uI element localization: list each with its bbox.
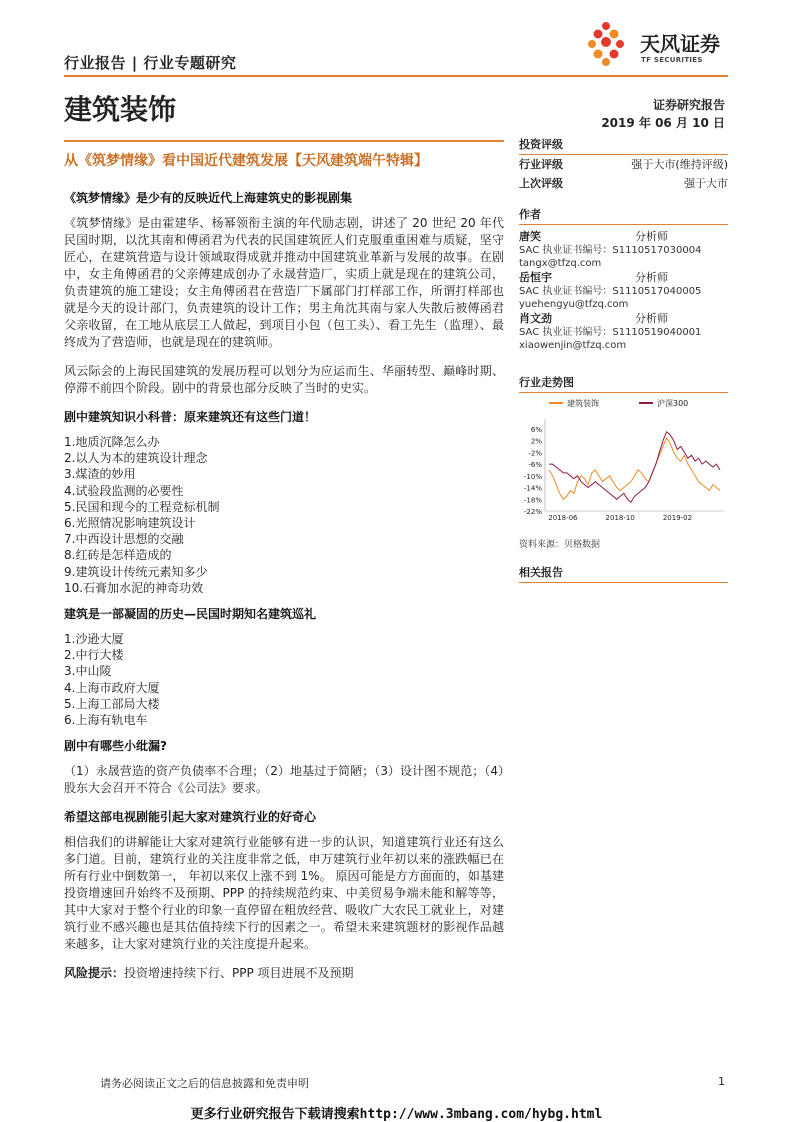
author-role: 分析师 (635, 312, 668, 325)
author-entry (519, 311, 728, 352)
paragraph: 相信我们的讲解能让大家对建筑行业能够有进一步的认识，知道建筑行业还有这么多门道。目前，建筑行业的关注度非常之低，申万建筑行业年初以来的涨跌幅已在所有行业中倒数第一， 年初以来仅上涨不到 1%。 原因可能是方方面面的，如基建投资增速回升始终不及预期、PPP 的持续规范约束、中美贸易争端未能和解等等，其中大家对于整个行业的印象一直停留在粗放经营、吸收广大农民工就业上，对建筑行业不感兴趣也是其估值持续下行的因素之一。希望未来建筑题材的影视作品越来越多，让大家对建筑行业的关注度提升起来。 (64, 835, 504, 952)
logo-mark-icon (588, 22, 624, 66)
section-heading: 《筑梦情缘》是少有的反映近代上海建筑史的影视剧集 (64, 191, 353, 205)
list-item: 5.民国和现今的工程竞标机制 (64, 499, 220, 514)
author-cert: SAC 执业证书编号：S1110517030004 (519, 245, 702, 256)
list-item: 3.煤渣的妙用 (64, 467, 136, 482)
author-email: yuehengyu@tfzq.com (519, 299, 629, 310)
author-heading: 作者 (519, 206, 728, 225)
last-rating-value: 强于大市 (684, 177, 728, 190)
building-list (64, 631, 504, 728)
y-tick-label: 2% (530, 437, 542, 446)
list-item: 6.光照情况影响建筑设计 (64, 516, 196, 531)
section-heading: 剧中建筑知识小科普：原来建筑还有这些门道！ (64, 410, 317, 424)
report-subtitle: 从《筑梦情缘》看中国近代建筑发展【天风建筑端午特辑】 (64, 153, 428, 169)
paragraph: 《筑梦情缘》是由霍建华、杨幂领衔主演的年代励志剧，讲述了 20 世纪 20 年代民国时期，以沈其南和傅函君为代表的民国建筑匠人们克服重重困难与质疑，坚守匠心，在建筑营造与设计领域取得成就并推动中国建筑业革新与发展的故事。在剧中，女主角傅函君的父亲傅建成创办了永晟营造厂，实质上就是现在的建筑公司，负责建筑的施工建设；女主角傅函君在营造厂下属部门打样部工作，所谓打样部也就是今天的设计部门，负责建筑的设计工作；男主角沈其南与家人失散后被傅函君父亲收留，在工地从底层工人做起，到项目小包（包工头）、看工先生（监理）、最终成为了营造师，也就是现在的建筑师。 (64, 216, 504, 349)
related-block (519, 564, 728, 583)
page-number: 1 (718, 1075, 725, 1088)
section-heading: 剧中有哪些小纰漏? (64, 739, 167, 754)
report-type: 证券研究报告 (652, 98, 725, 112)
report-date: 2019 年 06 月 10 日 (601, 116, 725, 130)
x-tick-label: 2019-02 (662, 514, 693, 522)
y-tick-label: 6% (530, 425, 542, 434)
rating-block (519, 136, 728, 193)
logo-text-cn: 天风证券 (640, 32, 720, 56)
trend-block (519, 374, 728, 393)
y-tick-label: -2% (528, 449, 542, 458)
related-heading: 相关报告 (519, 564, 728, 583)
chart-source: 资料来源：贝格数据 (519, 540, 601, 550)
series-line (549, 438, 720, 500)
last-rating-key: 上次评级 (519, 177, 563, 190)
rating-heading: 投资评级 (519, 136, 728, 155)
x-tick-label: 2018-06 (548, 514, 578, 522)
author-email: tangx@tfzq.com (519, 258, 602, 269)
download-link[interactable]: 更多行业研究报告下载请搜索http://www.3mbang.com/hybg.html (190, 1107, 603, 1122)
subtitle-divider (64, 140, 504, 142)
list-item: 2.以人为本的建筑设计理念 (64, 451, 208, 466)
y-tick-label: -18% (523, 496, 542, 505)
risk-text: 投资增速持续下行、PPP 项目进展不及预期 (124, 966, 354, 981)
list-item: 5.上海工部局大楼 (64, 696, 160, 711)
paragraph: （1）永晟营造的资产负债率不合理；（2）地基过于简陋；（3）设计图不规范；（4）股东大会召开不符合《公司法》要求。 (64, 764, 504, 796)
industry-rating-key: 行业评级 (519, 158, 563, 171)
header-divider (64, 75, 728, 77)
list-item: 2.中行大楼 (64, 648, 124, 663)
list-item: 4.试验段监测的必要性 (64, 483, 184, 498)
author-email: xiaowenjin@tfzq.com (519, 340, 627, 351)
author-role: 分析师 (635, 271, 668, 284)
section-heading: 希望这部电视剧能引起大家对建筑行业的好奇心 (64, 810, 317, 825)
legend-label: 建筑装饰 (567, 399, 599, 408)
risk-warning (64, 965, 504, 982)
y-tick-label: -22% (523, 508, 542, 516)
industry-rating-row (519, 155, 728, 174)
author-role: 分析师 (635, 230, 668, 243)
legend-label: 沪深300 (657, 399, 689, 408)
author-cert: SAC 执业证书编号：S1110517040005 (519, 286, 702, 297)
author-block (519, 206, 728, 352)
y-tick-label: -6% (528, 461, 542, 470)
list-item: 7.中西设计思想的交融 (64, 532, 184, 547)
list-item: 1.沙逊大厦 (64, 632, 124, 647)
logo-text-en: TF SECURITIES (641, 56, 703, 64)
trend-heading: 行业走势图 (519, 374, 728, 393)
x-tick-label: 2018-10 (605, 514, 635, 522)
author-entry (519, 229, 728, 270)
list-item: 3.中山陵 (64, 664, 112, 679)
list-item: 8.红砖是怎样造成的 (64, 548, 172, 563)
list-item: 4.上海市政府大厦 (64, 680, 160, 695)
author-cert: SAC 执业证书编号：S1110519040001 (519, 327, 702, 338)
y-tick-label: -14% (523, 484, 542, 493)
disclaimer-note: 请务必阅读正文之后的信息披露和免责申明 (100, 1077, 309, 1090)
list-item: 6.上海有轨电车 (64, 713, 148, 728)
section-heading: 建筑是一部凝固的历史—民国时期知名建筑巡礼 (64, 607, 317, 622)
risk-label: 风险提示： (64, 966, 125, 981)
paragraph: 风云际会的上海民国建筑的发展历程可以划分为应运而生、华丽转型、巅峰时期、停滞不前四个阶段。剧中的背景也部分反映了当时的史实。 (64, 364, 504, 395)
author-name: 肖文劲 (519, 312, 552, 325)
main-content (64, 190, 504, 994)
knowledge-list (64, 434, 504, 596)
industry-title: 建筑装饰 (64, 93, 177, 126)
list-item: 1.地质沉降怎么办 (64, 435, 160, 449)
industry-rating-value: 强于大市(维持评级) (631, 158, 728, 171)
author-name: 唐笑 (519, 230, 541, 243)
last-rating-row (519, 174, 728, 193)
report-category: 行业报告 | 行业专题研究 (64, 54, 237, 72)
author-entry (519, 270, 728, 311)
list-item: 9.建筑设计传统元素知多少 (64, 564, 208, 579)
industry-trend-chart (519, 395, 728, 525)
author-name: 岳恒宇 (519, 271, 552, 284)
y-tick-label: -10% (523, 472, 542, 481)
list-item: 10.石膏加水泥的神奇功效 (64, 580, 204, 595)
